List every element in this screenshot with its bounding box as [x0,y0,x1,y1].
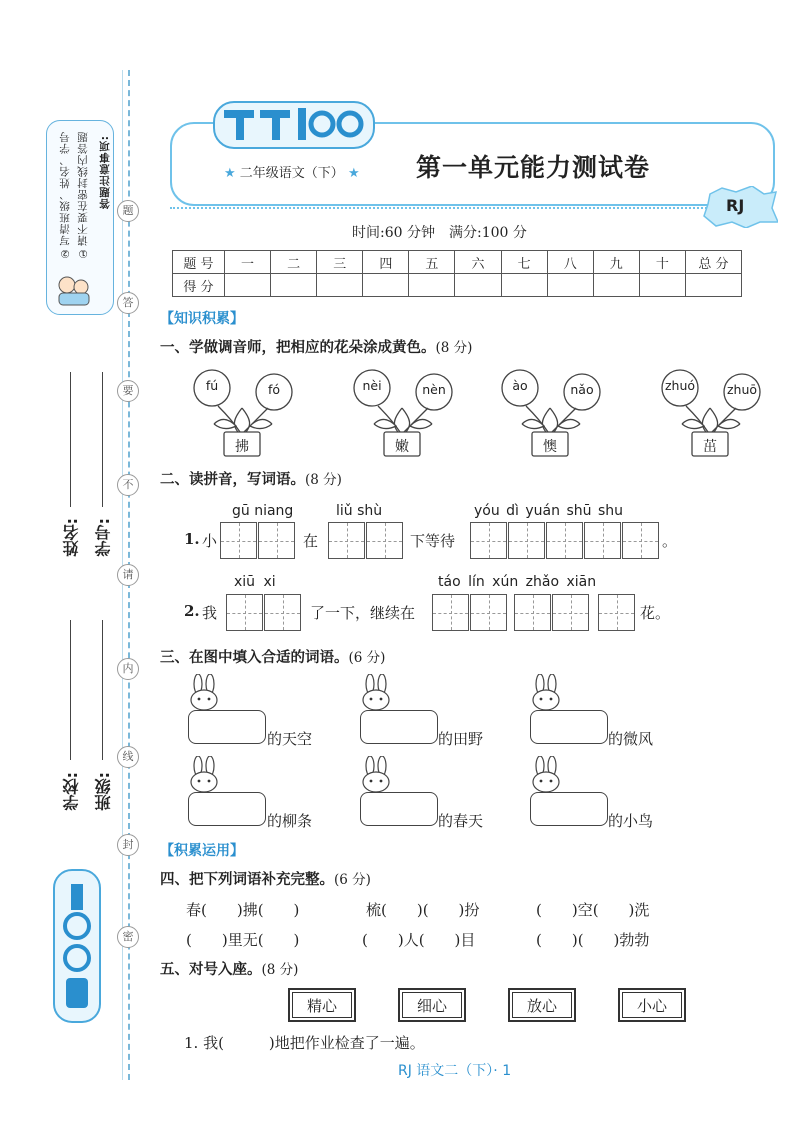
flower-pinyin-right: nǎo [570,382,594,397]
score-col: 六 [455,251,501,274]
notice-heading: 答题注意事项: [99,135,111,210]
word-card-text: 放心 [512,992,572,1018]
writing-grid[interactable] [552,594,589,631]
score-col: 一 [225,251,271,274]
subtitle [224,162,360,181]
flower-pinyin-left: fú [205,378,219,393]
flower-char: 嫩 [395,439,409,455]
seal-char-5: 请 [117,564,139,586]
section-application: 【积累运用】 [160,843,244,859]
flower-3[interactable] [492,366,614,458]
answer-box[interactable] [188,792,266,826]
seal-char-6: 内 [117,658,139,680]
score-cell[interactable] [501,274,547,297]
kids-illustration [53,271,93,309]
writing-grid[interactable] [470,522,507,559]
phrase-suffix: 的微风 [608,730,654,748]
score-col-total: 总 分 [686,251,742,274]
class-label: 班级: [94,772,113,811]
score-cell[interactable] [409,274,455,297]
word-card [288,988,356,1022]
score-cell[interactable] [686,274,742,297]
q3-title [160,646,385,667]
brand-logo [210,96,378,152]
seal-char-3: 要 [117,380,139,402]
q5-title [160,958,298,979]
flower-pinyin-right: nèn [422,382,446,397]
word-card [508,988,576,1022]
score-value-row [173,274,742,297]
section-knowledge: 【知识积累】 [160,311,244,327]
flower-pinyin-left: ào [512,378,528,393]
star-icon: ★ [347,166,360,181]
seal-char-4: 不 [117,474,139,496]
score-cell[interactable] [225,274,271,297]
answer-box[interactable] [530,710,608,744]
q5-title-text: 五、对号入座。 [160,962,262,978]
writing-grid[interactable] [328,522,365,559]
flower-pinyin-left: zhuó [664,378,696,393]
q1-title [160,336,472,357]
writing-grid[interactable] [470,594,507,631]
school-label: 学校: [62,772,81,811]
pinyin: gū niang [232,503,294,519]
school-line [70,620,71,760]
writing-grid[interactable] [366,522,403,559]
notice-line1: ①请不要在密封线内答题 [77,131,89,259]
writing-grid[interactable] [546,522,583,559]
score-cell[interactable] [363,274,409,297]
flower-pinyin-right: fó [267,382,281,397]
q2-title-text: 二、读拼音，写词语。 [160,472,305,488]
class-line [102,620,103,760]
phrase-suffix: 的柳条 [267,812,313,830]
writing-grid[interactable] [584,522,621,559]
name-line [70,372,71,507]
writing-grid[interactable] [622,522,659,559]
score-col: 四 [363,251,409,274]
word-card-text: 细心 [402,992,462,1018]
flower-char: 拂 [235,439,249,455]
flower-4[interactable] [652,366,774,458]
idiom-blank[interactable]: ( )( )勃勃 [536,931,650,949]
answer-box[interactable] [530,792,608,826]
seal-char-2: 答 [117,292,139,314]
phrase-suffix: 的天空 [267,730,313,748]
score-row-label: 得 分 [173,274,225,297]
score-header-row [173,251,742,274]
q2-title [160,468,342,489]
exam-meta: 时间:60 分钟 满分:100 分 [352,225,527,241]
q5-sentence-1[interactable]: 1. 我( )地把作业检查了一遍。 [184,1034,425,1052]
notice-line2: ②写清班级、姓名、学号 [59,131,71,259]
rj-badge [702,186,778,228]
score-col-label: 题 号 [173,251,225,274]
seal-char-8: 封 [117,834,139,856]
number-line [102,372,103,507]
flower-2[interactable] [344,366,466,458]
score-cell[interactable] [639,274,685,297]
score-table [172,250,742,297]
score-cell[interactable] [593,274,639,297]
notice-box [46,120,114,315]
star-icon: ★ [224,166,236,181]
seal-char-9: 密 [117,926,139,948]
answer-box[interactable] [360,710,438,744]
number-label: 学号: [94,518,113,557]
pinyin: liǔ shù [336,503,383,519]
idiom-blank[interactable]: ( )空( )洗 [536,901,650,919]
idiom-blank[interactable]: ( )人( )目 [362,931,476,949]
word-card-text: 精心 [292,992,352,1018]
score-col: 九 [593,251,639,274]
writing-grid[interactable] [514,594,551,631]
q4-title-text: 四、把下列词语补充完整。 [160,872,334,888]
score-cell[interactable] [271,274,317,297]
sentence-text: 了一下，继续在 [310,604,416,622]
q5-points: (8 分) [261,962,299,978]
answer-box[interactable] [360,792,438,826]
phrase-suffix: 的春天 [438,812,484,830]
page-footer: RJ 语文二（下）· 1 [398,1063,512,1079]
pinyin: táo lín xún zhǎo xiān [438,574,597,590]
seal-char-1: 题 [117,200,139,222]
name-label: 姓名: [62,518,81,557]
score-cell[interactable] [317,274,363,297]
score-cell[interactable] [547,274,593,297]
sentence-text: 花。 [640,604,671,622]
writing-grid[interactable] [598,594,635,631]
subtitle-text: 二年级语文（下） [239,166,344,181]
header-dots [170,207,710,209]
flower-pinyin-right: zhuō [726,382,758,397]
flower-char: 懊 [543,439,557,455]
score-col: 七 [501,251,547,274]
score-col: 三 [317,251,363,274]
pinyin: xiū xi [234,574,276,590]
q4-points: (6 分) [334,872,371,888]
page-title: 第一单元能力测试卷 [416,153,651,182]
writing-grid[interactable] [432,594,469,631]
flower-1[interactable] [184,366,306,458]
sentence-text: 在 [303,532,319,550]
phrase-suffix: 的小鸟 [608,812,654,830]
score-cell[interactable] [455,274,501,297]
q4-title [160,868,371,889]
word-card [618,988,686,1022]
item-number: 2. [184,602,200,620]
sentence-text: 。 [662,532,678,550]
flower-char: 茁 [703,439,717,455]
idiom-blank[interactable]: 梳( )( )扮 [366,901,480,919]
word-card-text: 小心 [622,992,682,1018]
pinyin: yóu dì yuán shū shu [474,503,623,519]
flower-pinyin-left: nèi [362,378,382,393]
writing-grid[interactable] [220,522,257,559]
idiom-blank[interactable]: 春( )拂( ) [186,901,300,919]
q3-points: (6 分) [348,650,386,666]
score-col: 五 [409,251,455,274]
seal-char-7: 线 [117,746,139,768]
word-card [398,988,466,1022]
q2-points: (8 分) [305,472,342,488]
item-number: 1. [184,530,200,548]
brand-logo-vertical [46,866,108,1026]
writing-grid[interactable] [508,522,545,559]
writing-grid[interactable] [258,522,295,559]
score-col: 十 [639,251,685,274]
q1-title-text: 一、学做调音师，把相应的花朵涂成黄色。 [160,340,436,356]
writing-grid[interactable] [226,594,263,631]
writing-grid[interactable] [264,594,301,631]
q1-points: (8 分) [435,340,473,356]
score-col: 八 [547,251,593,274]
sentence-text: 小 [202,532,218,550]
idiom-blank[interactable]: ( )里无( ) [186,931,300,949]
q3-title-text: 三、在图中填入合适的词语。 [160,650,349,666]
sentence-text: 下等待 [410,532,456,550]
rj-badge-text: RJ [726,196,745,215]
answer-box[interactable] [188,710,266,744]
score-col: 二 [271,251,317,274]
sentence-text: 我 [202,604,218,622]
phrase-suffix: 的田野 [438,730,484,748]
